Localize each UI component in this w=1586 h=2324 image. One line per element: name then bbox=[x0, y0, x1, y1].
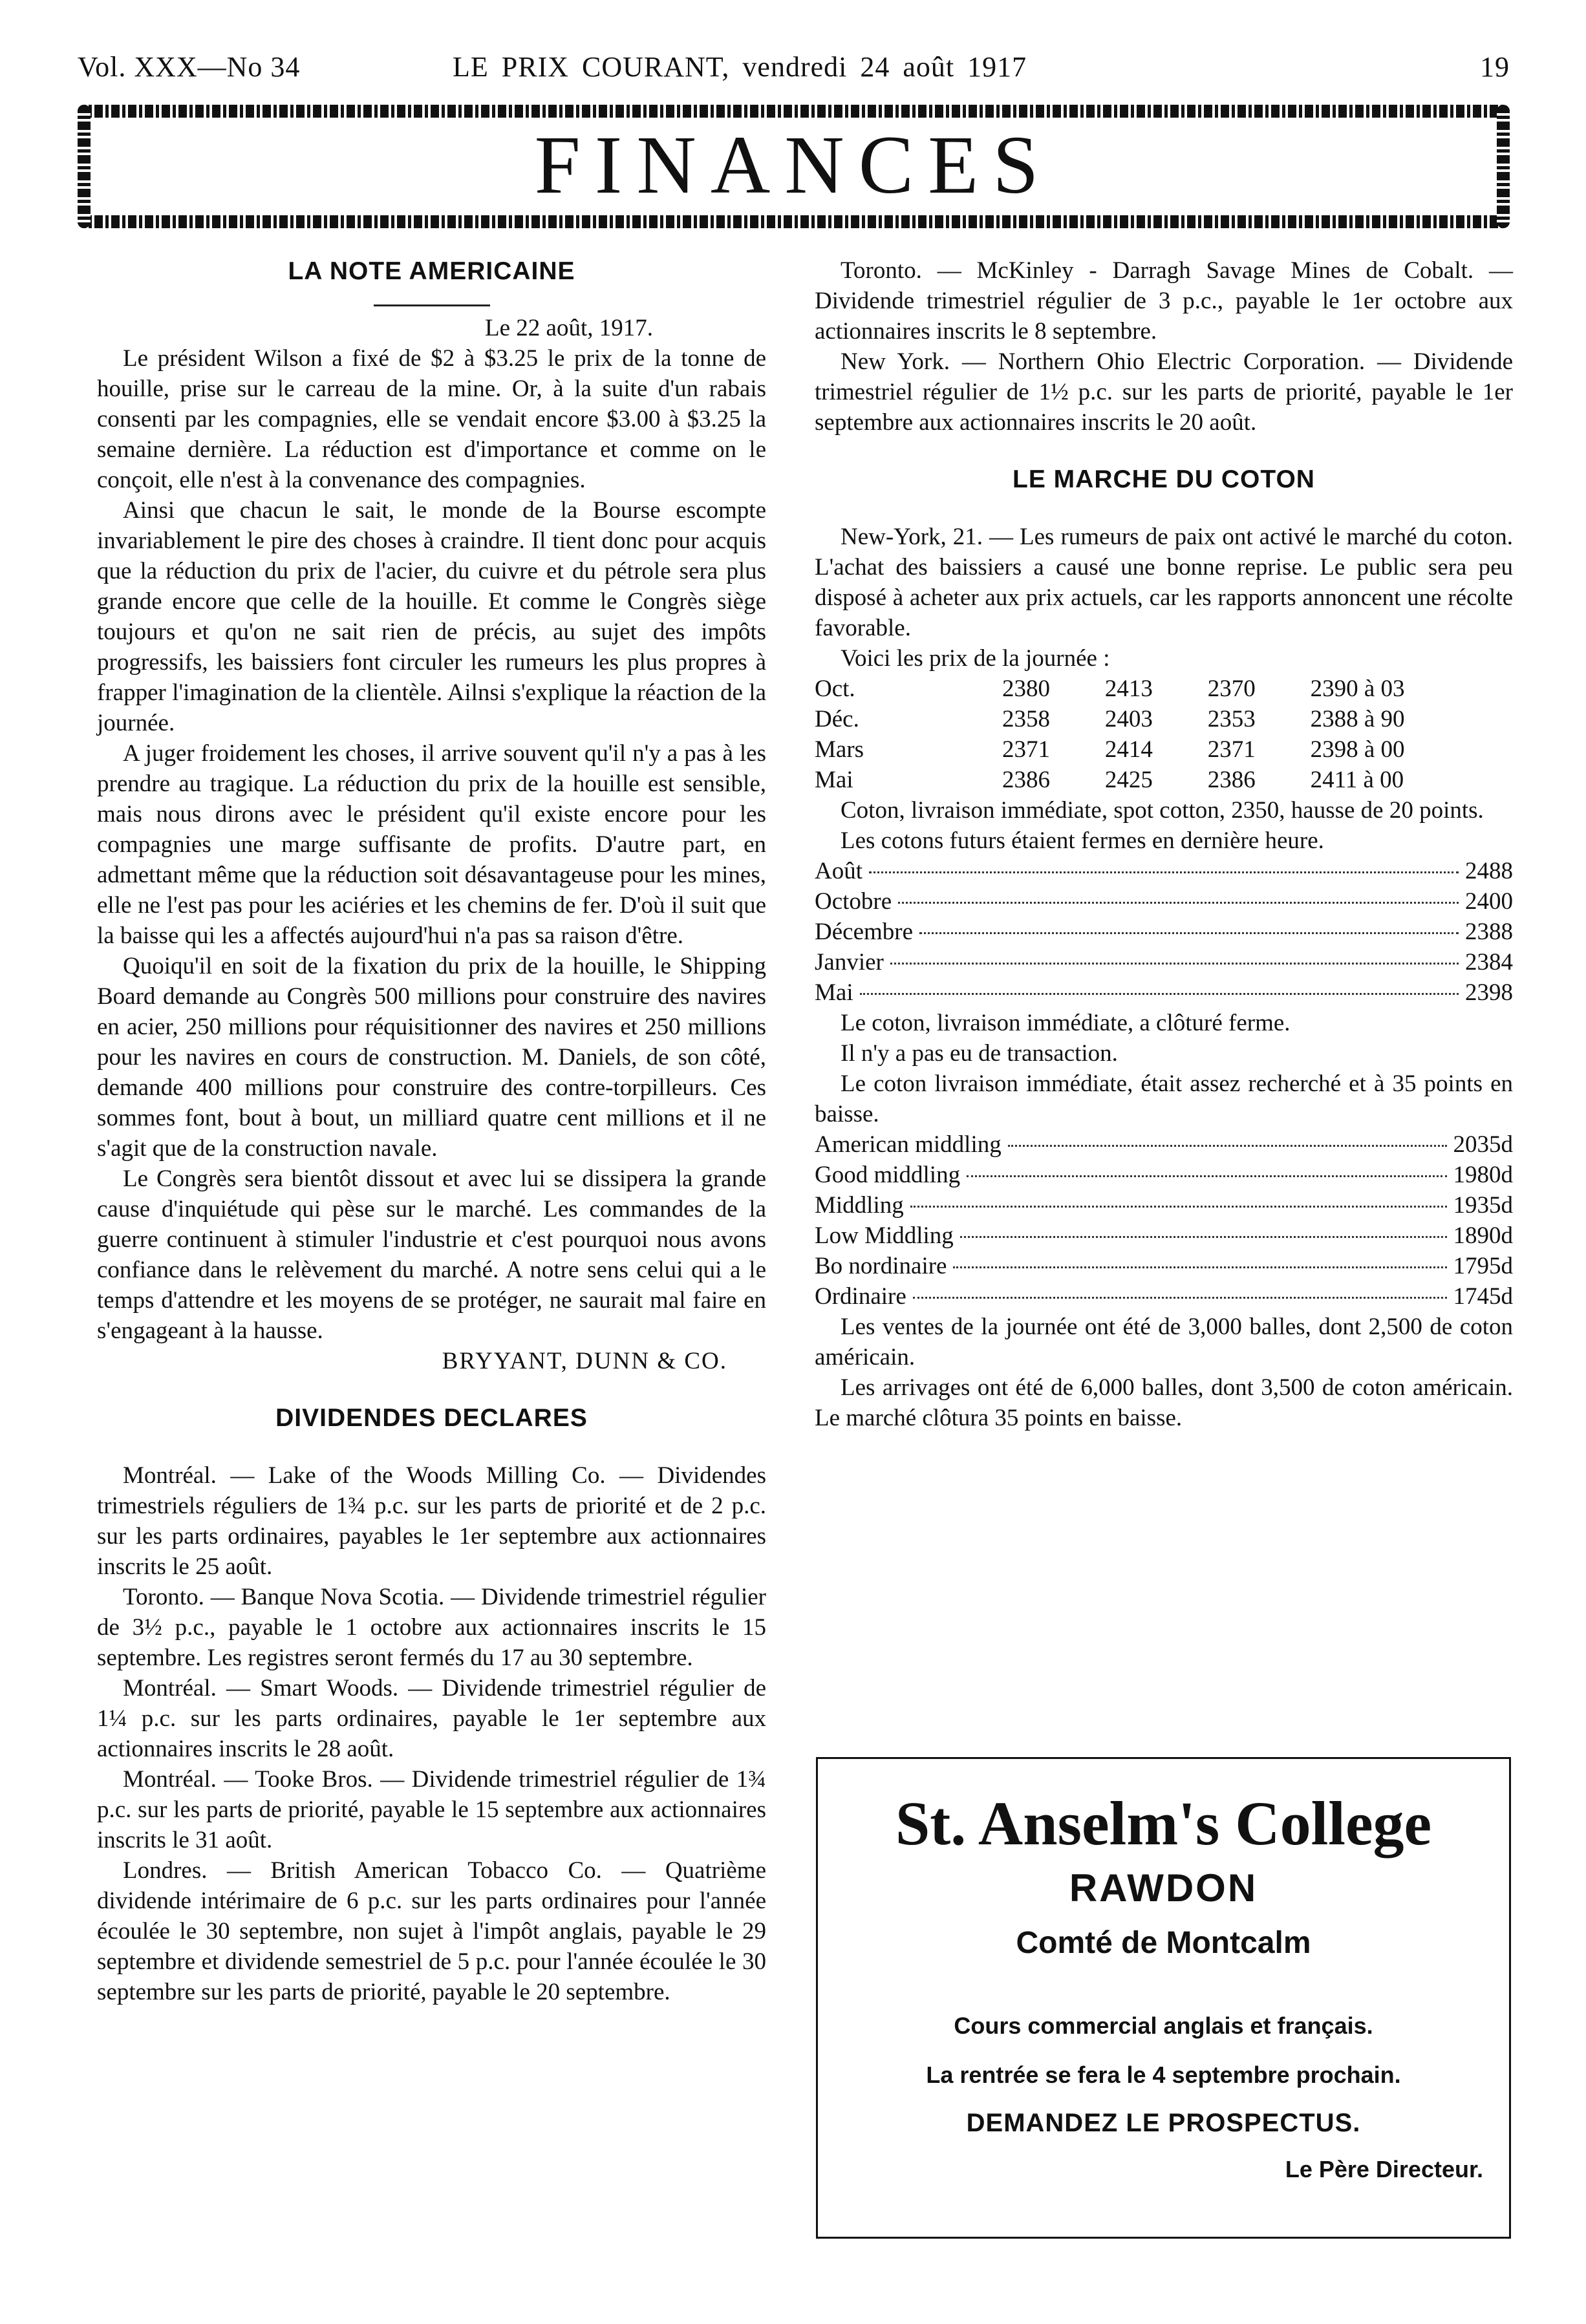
list-item bbox=[815, 1160, 1513, 1190]
price-value: 2371 bbox=[1207, 736, 1256, 763]
futures-month: Décembre bbox=[815, 919, 914, 945]
price-value: 2353 bbox=[1207, 706, 1256, 732]
heading-rule bbox=[374, 304, 490, 306]
grade-value: 1890d bbox=[1453, 1222, 1513, 1249]
volume-label: Vol. XXX—No 34 bbox=[78, 51, 301, 83]
price-value: 2371 bbox=[1002, 736, 1050, 763]
price-month: Mars bbox=[815, 736, 864, 763]
coton-prices-intro: Voici les prix de la journée : bbox=[841, 645, 1110, 672]
article-heading-dividendes: DIVIDENDES DECLARES bbox=[275, 1404, 588, 1432]
futures-value: 2384 bbox=[1465, 949, 1513, 975]
banner-border-bottom bbox=[78, 215, 1510, 228]
list-item bbox=[815, 977, 1513, 1008]
table-row bbox=[815, 704, 1513, 734]
grade-value: 1935d bbox=[1453, 1192, 1513, 1219]
grade-label: Bo nordinaire bbox=[815, 1253, 947, 1279]
article-date: Le 22 août, 1917. bbox=[485, 315, 653, 341]
futures-month: Août bbox=[815, 858, 863, 884]
banner-border-top bbox=[78, 105, 1510, 118]
futures-value: 2388 bbox=[1465, 919, 1513, 945]
page-header bbox=[78, 50, 1510, 96]
coton-intro: New-York, 21. — Les rumeurs de paix ont activé le marché du coton. L'achat des baissiers a causé une bonne reprise. Le public sera peu disposé à acheter aux prix actuels, car les rapports annoncent une récolte favorable. bbox=[815, 524, 1513, 641]
dividend-entry: Toronto. — McKinley - Darragh Savage Mines de Cobalt. — Dividende trimestriel régulier de 3 p.c., payable le 1er octobre aux actionnaires inscrits le 8 septembre. bbox=[815, 257, 1513, 345]
article-paragraph: Quoiqu'il en soit de la fixation du prix de la houille, le Shipping Board demande au Congrès 500 millions pour construire des navires en acier, 250 millions pour réquisitionner des navires et 250 millions pour les navires en cours de construction. M. Daniels, de son côté, demande 400 millions pour construire des contre-torpilleurs. Ces sommes font, bout à bout, un milliard quatre cent millions et il ne s'agit que de la construction navale. bbox=[97, 953, 766, 1162]
left-column bbox=[97, 255, 766, 2007]
table-row bbox=[815, 734, 1513, 765]
section-title: FINANCES bbox=[534, 119, 1053, 211]
article-paragraph: Ainsi que chacun le sait, le monde de la Bourse escompte invariablement le pire des choses à craindre. Il tient donc pour acquis que la réduction du prix de l'acier, du cuivre et du pétrole sera plus grande encore que celle de la houille. Et comme le Congrès siège toujours et qu'on ne sait rien de précis, au sujet des impôts progressifs, les baissiers font circuler les rumeurs les plus propres à frapper l'imagination de la clientèle. Ailnsi s'explique la réaction de la journée. bbox=[97, 497, 766, 736]
ad-county: Comté de Montcalm bbox=[1016, 1926, 1311, 1960]
ad-town: RAWDON bbox=[1069, 1866, 1258, 1910]
article-heading-note-americaine: LA NOTE AMERICAINE bbox=[288, 257, 575, 285]
price-value: 2386 bbox=[1207, 767, 1256, 793]
coton-price-table bbox=[815, 674, 1513, 795]
dividend-entry: Toronto. — Banque Nova Scotia. — Dividende trimestriel régulier de 3½ p.c., payable le 1 octobre aux actionnaires inscrits le 15 septembre. Les registres seront fermés du 17 au 30 septembre. bbox=[97, 1584, 766, 1671]
ad-signature: Le Père Directeur. bbox=[1285, 2156, 1483, 2182]
section-banner bbox=[78, 97, 1510, 236]
list-item bbox=[815, 947, 1513, 977]
price-month: Oct. bbox=[815, 676, 855, 702]
ad-line: DEMANDEZ LE PROSPECTUS. bbox=[966, 2109, 1361, 2137]
dividend-entry: Montréal. — Smart Woods. — Dividende trimestriel régulier de 1¼ p.c. sur les parts ordinaires, payable le 1er septembre aux actionnaires inscrits le 28 août. bbox=[97, 1675, 766, 1762]
right-column bbox=[815, 255, 1513, 1433]
futures-month: Janvier bbox=[815, 949, 884, 975]
college-advertisement bbox=[816, 1757, 1511, 2239]
price-value: 2398 à 00 bbox=[1310, 736, 1405, 763]
coton-paragraph: Le coton livraison immédiate, était assez recherché et à 35 points en baisse. bbox=[815, 1071, 1513, 1127]
price-value: 2370 bbox=[1207, 676, 1256, 702]
price-month: Déc. bbox=[815, 706, 859, 732]
dividend-entry: Montréal. — Tooke Bros. — Dividende trimestriel régulier de 1¾ p.c. sur les parts de priorité, payable le 15 septembre aux actionnaires inscrits le 31 août. bbox=[97, 1766, 766, 1853]
list-item bbox=[815, 1281, 1513, 1312]
list-item bbox=[815, 1251, 1513, 1281]
price-value: 2414 bbox=[1104, 736, 1153, 763]
price-month: Mai bbox=[815, 767, 853, 793]
table-row bbox=[815, 765, 1513, 795]
price-value: 2403 bbox=[1104, 706, 1153, 732]
futures-month: Octobre bbox=[815, 888, 892, 915]
article-heading-coton: LE MARCHE DU COTON bbox=[1013, 465, 1315, 493]
list-item bbox=[815, 856, 1513, 886]
coton-futures-intro: Les cotons futurs étaient fermes en dernière heure. bbox=[841, 827, 1324, 854]
ad-line: La rentrée se fera le 4 septembre prochain. bbox=[926, 2062, 1401, 2088]
price-value: 2380 bbox=[1002, 676, 1050, 702]
grade-label: American middling bbox=[815, 1131, 1002, 1158]
price-value: 2358 bbox=[1002, 706, 1050, 732]
list-item bbox=[815, 1221, 1513, 1251]
grade-value: 1980d bbox=[1453, 1162, 1513, 1188]
ad-college-name: St. Anselm's College bbox=[895, 1789, 1432, 1858]
coton-arrivals: Les arrivages ont été de 6,000 balles, dont 3,500 de coton américain. Le marché clôtura 35 points en baisse. bbox=[815, 1374, 1513, 1431]
list-item bbox=[815, 917, 1513, 947]
coton-paragraph: Le coton, livraison immédiate, a clôturé ferme. bbox=[841, 1010, 1291, 1036]
article-paragraph: Le président Wilson a fixé de $2 à $3.25 le prix de la tonne de houille, prise sur le carreau de la mine. Or, à la suite d'un rabais consenti par les compagnies, elle se vendait encore $3.00 à $3.25 la semaine dernière. La réduction est d'importance et comme on le conçoit, elle n'est à la convenance des compagnies. bbox=[97, 345, 766, 493]
dividend-entry: Londres. — British American Tobacco Co. — Quatrième dividende intérimaire de 6 p.c. sur les parts ordinaires pour l'année écoulée le 30 septembre, non sujet à l'impôt anglais, payable le 29 septembre et dividende semestriel de 5 p.c. pour l'année écoulée le 30 septembre sur les parts de priorité, payable le 20 septembre. bbox=[97, 1857, 766, 2005]
journal-title: LE PRIX COURANT, vendredi 24 août 1917 bbox=[453, 51, 1027, 83]
coton-spot: Coton, livraison immédiate, spot cotton, 2350, hausse de 20 points. bbox=[841, 797, 1484, 824]
grade-label: Middling bbox=[815, 1192, 904, 1219]
coton-sales: Les ventes de la journée ont été de 3,000 balles, dont 2,500 de coton américain. bbox=[815, 1314, 1513, 1370]
price-value: 2413 bbox=[1104, 676, 1153, 702]
futures-month: Mai bbox=[815, 979, 853, 1006]
ad-line: Cours commercial anglais et français. bbox=[954, 2012, 1373, 2039]
list-item bbox=[815, 886, 1513, 917]
page-number: 19 bbox=[1480, 51, 1510, 83]
article-paragraph: Le Congrès sera bientôt dissout et avec lui se dissipera la grande cause d'inquiétude qui pèse sur le marché. Les commandes de la guerre continuent à stimuler l'industrie et c'est pourquoi nous avons confiance dans le relèvement du marché. A notre sens celui qui a le temps d'attendre et les moyens de se protéger, ne saurait mal faire en s'engageant à la hausse. bbox=[97, 1166, 766, 1344]
futures-value: 2400 bbox=[1465, 888, 1513, 915]
list-item bbox=[815, 1190, 1513, 1221]
article-paragraph: A juger froidement les choses, il arrive souvent qu'il n'y a pas à les prendre au tragique. La réduction du prix de la houille est sensible, mais nous dirons avec le président qu'il existe encore pour les compagnies une marge suffisante de profits. D'autre part, en admettant même que la réduction soit désavantageuse pour les mines, elle ne l'est pas pour les aciéries et les chemins de fer. D'où il suit que la baisse qui les a affectés aujourd'hui n'a pas sa raison d'être. bbox=[97, 740, 766, 949]
grade-label: Ordinaire bbox=[815, 1283, 906, 1310]
coton-paragraph: Il n'y a pas eu de transaction. bbox=[841, 1040, 1118, 1067]
price-value: 2386 bbox=[1002, 767, 1050, 793]
article-signature: BRYYANT, DUNN & CO. bbox=[442, 1348, 727, 1374]
price-value: 2425 bbox=[1104, 767, 1153, 793]
dividend-entry: Montréal. — Lake of the Woods Milling Co. — Dividendes trimestriels réguliers de 1¾ p.c. sur les parts de priorité et de 2 p.c. sur les parts ordinaires, payables le 1er septembre aux actionnaires inscrits le 25 août. bbox=[97, 1462, 766, 1580]
dividend-entry: New York. — Northern Ohio Electric Corporation. — Dividende trimestriel régulier de 1½ p.c. sur les parts de priorité, payable le 1er septembre aux actionnaires inscrits le 20 août. bbox=[815, 348, 1513, 436]
price-value: 2390 à 03 bbox=[1310, 676, 1405, 702]
futures-value: 2488 bbox=[1465, 858, 1513, 884]
table-row bbox=[815, 674, 1513, 704]
futures-value: 2398 bbox=[1465, 979, 1513, 1006]
grade-value: 1795d bbox=[1453, 1253, 1513, 1279]
list-item bbox=[815, 1129, 1513, 1160]
grade-label: Good middling bbox=[815, 1162, 961, 1188]
grade-value: 2035d bbox=[1453, 1131, 1513, 1158]
price-value: 2411 à 00 bbox=[1310, 767, 1404, 793]
grade-label: Low Middling bbox=[815, 1222, 954, 1249]
price-value: 2388 à 90 bbox=[1310, 706, 1405, 732]
grade-value: 1745d bbox=[1453, 1283, 1513, 1310]
